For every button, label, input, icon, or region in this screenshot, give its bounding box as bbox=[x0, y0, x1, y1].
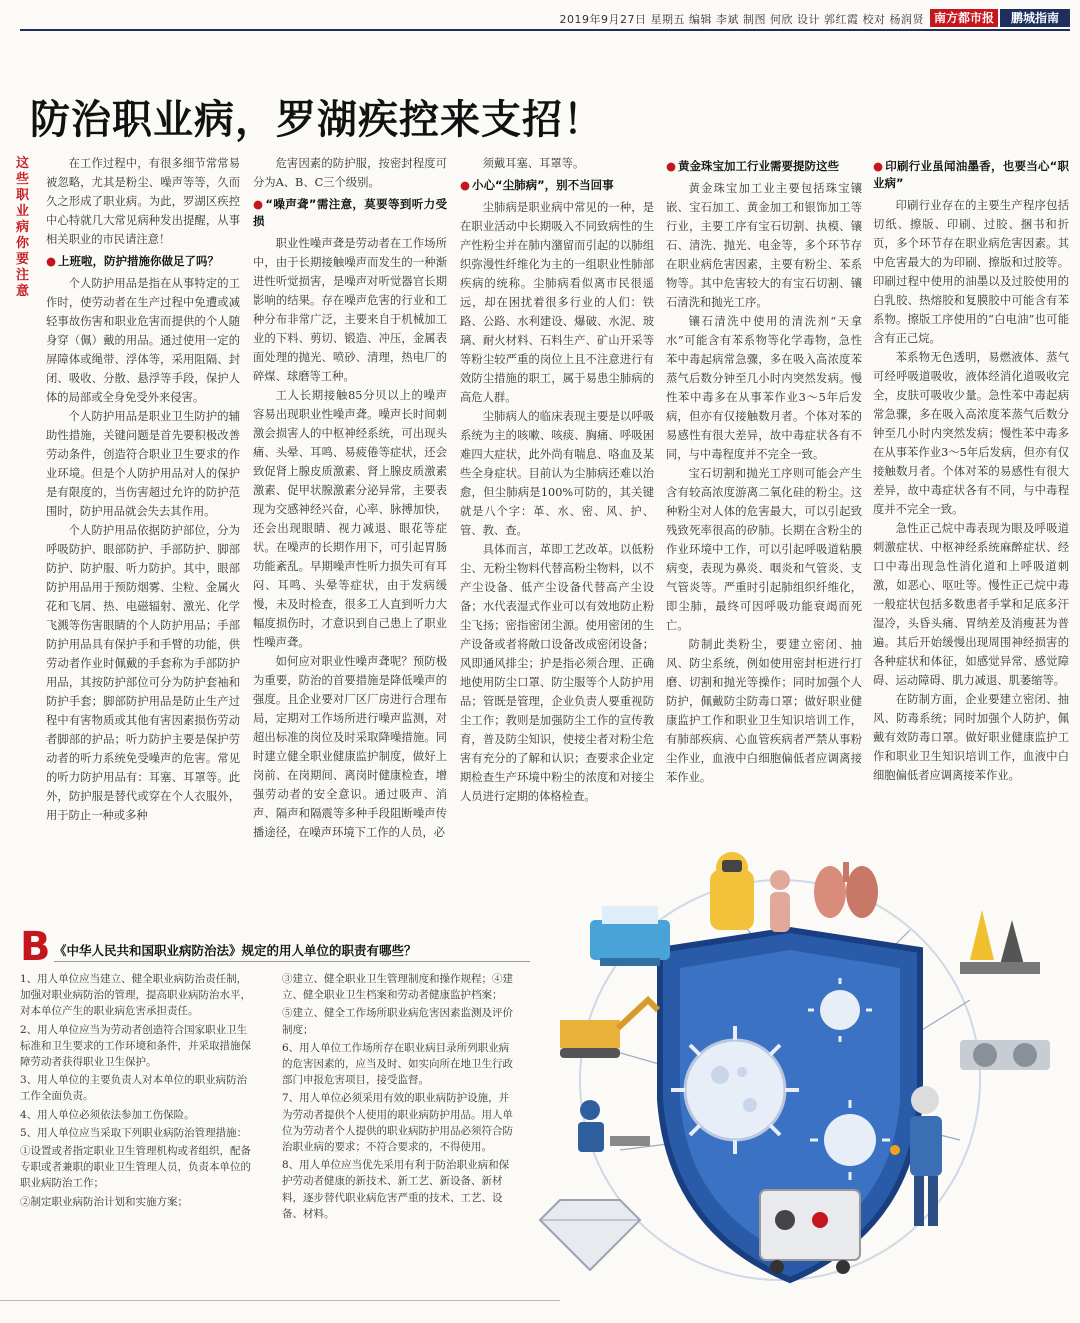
paragraph: 印刷行业存在的主要生产程序包括切纸、擦版、印刷、过胶、捆书和折页，多个环节存在职业病危害因素。其中危害最大的为印刷、擦版和过胶等。印刷过程中使用的油墨以及过胶使用的白乳胶、热熔胶和复膜胶中可能含有苯系物。擦版工序使用的“白电油”也可能含有正己烷。 bbox=[873, 199, 1069, 345]
paragraph: 个人防护用品是指在从事特定的工作时，使劳动者在生产过程中免遭或减轻事故伤害和职业危害而提供的个人随身穿（佩）戴的用品。通过使用一定的屏障体或绳带、浮体等，采用阻隔、封闭、吸收、分散、悬浮等手段，保护人体的局部或全身免受外来侵害。 bbox=[46, 277, 240, 404]
section-heading bbox=[46, 253, 240, 270]
law-item: ②制定职业病防治计划和实施方案； bbox=[20, 1195, 188, 1208]
paragraph: 个人防护用品依据防护部位，分为呼吸防护、眼部防护、手部防护、脚部防护、防护服、听力防护。其中，眼部防护用品用于预防烟雾、尘粒、金属火花和飞屑、热、电磁辐射、激光、化学飞溅等伤害眼睛的个人防护用品；手部防护用品具有保护手和手臂的功能，供劳动者作业时佩戴的手套称为手部防护用品，其按防护部位可分为防护套袖和防护手套；脚部防护用品是防止生产过程中有害物质或其他有害因素损伤劳动者脚部的护品；听力防护主要是保护劳动者的听力系统免受噪声的危害。常见的听力防护用品有：耳塞、耳罩等。此外，防护服是替代或穿在个人衣服外，用于防止一种或多种 bbox=[46, 524, 240, 822]
printer-icon bbox=[590, 906, 670, 966]
hazmat-suit-icon bbox=[710, 852, 754, 930]
virus-icon bbox=[671, 1026, 799, 1154]
article-column-1 bbox=[46, 154, 240, 894]
paragraph: 在防制方面，企业要建立密闭、抽风、防毒系统；同时加强个人防护，佩戴有效防毒口罩。做好职业健康监护工作和职业卫生知识培训工作，血液中白细胞偏低者应调离接苯作业。 bbox=[873, 693, 1069, 782]
section-heading-text: 黄金珠宝加工行业需要提防这些 bbox=[678, 159, 840, 173]
section-heading-text: 小心“尘肺病”，别不当回事 bbox=[472, 178, 614, 192]
paragraph: 须戴耳塞、耳罩等。 bbox=[482, 157, 585, 170]
article-column-5 bbox=[873, 154, 1069, 894]
drill-machine-icon bbox=[960, 910, 1040, 974]
box-left-column bbox=[20, 971, 252, 1212]
header-meta: 2019年9月27日 星期五 编辑 李斌 制图 何欣 设计 郭红霞 校对 杨润贤 bbox=[559, 13, 924, 26]
bullet-dot-icon: ● bbox=[873, 159, 884, 173]
bullet-dot-icon: ● bbox=[46, 254, 57, 268]
paragraph: 危害因素的防护服，按密封程度可分为A、B、C三个级别。 bbox=[253, 157, 447, 189]
paragraph: 镶石清洗中使用的清洗剂“天拿水”可能含有苯系物等化学毒物，急性苯中毒起病常急骤，多在吸入高浓度苯蒸气后数分钟至几小时内突然发病。慢性苯中毒多在从事苯作业3～5年后发病，但亦有仅接触数月者。个体对苯的易感性有很大差异，故中毒症状各有不同，与中毒程度并不完全一致。 bbox=[666, 315, 862, 461]
article-column-3 bbox=[460, 154, 654, 894]
law-item: 1、用人单位应当建立、健全职业病防治责任制，加强对职业病防治的管理，提高职业病防治水平，对本单位产生的职业病危害承担责任。 bbox=[20, 973, 251, 1018]
article-column-4 bbox=[666, 154, 862, 894]
excavator-icon bbox=[560, 1000, 658, 1058]
section-logo: 鹏城指南 bbox=[1000, 9, 1070, 27]
law-item: 4、用人单位必须依法参加工伤保险。 bbox=[20, 1108, 195, 1121]
law-item: 3、用人单位的主要负责人对本单位的职业病防治工作全面负责。 bbox=[20, 1074, 248, 1103]
paragraph: 个人防护用品是职业卫生防护的辅助性措施，关键问题是首先要积极改善劳动条件，创造符合职业卫生要求的作业环境。但是个人防护用品对人的保护是有限度的，当伤害超过允许的防护范围时，防护用品就会失去其作用。 bbox=[46, 410, 240, 518]
page-header bbox=[0, 0, 1080, 34]
side-label: 这些职业病你要注意 bbox=[16, 156, 30, 299]
box-title: 《中华人民共和国职业病防治法》规定的用人单位的职责有哪些？ bbox=[54, 943, 417, 958]
section-heading-text: 上班啦，防护措施你做足了吗？ bbox=[58, 254, 220, 268]
paragraph: 尘肺病是职业病中常见的一种，是在职业活动中长期吸入不同致病性的生产性粉尘并在肺内潴留而引起的以肺组织弥漫性纤维化为主的一组职业性肺部疾病的统称。尘肺病看似离市民很遥远，却在困扰着很多行业的人们：铁路、公路、水利建设、爆破、水泥、玻璃、耐火材料、石料生产、矿山开采等等粉尘较严重的岗位上且不注意进行有效防尘措施的职工，属于易患尘肺病的高危人群。 bbox=[460, 201, 654, 404]
section-heading bbox=[460, 177, 654, 194]
saw-blade-icon bbox=[960, 1040, 1050, 1070]
law-item: 5、用人单位应当采取下列职业病防治管理措施： bbox=[20, 1126, 248, 1139]
law-item: 2、用人单位应当为劳动者创造符合国家职业卫生标准和卫生要求的工作环境和条件，并采取措施保障劳动者获得职业卫生保护。 bbox=[20, 1023, 251, 1069]
box-letter: B bbox=[20, 924, 51, 970]
paragraph: 苯系物无色透明，易燃液体、蒸气可经呼吸道吸收，液体经消化道吸收完全，皮肤可吸收少量。急性苯中毒起病常急骤，多在吸入高浓度苯蒸气后数分钟至几小时内突然发病；慢性苯中毒多在从事苯作业3～5年后发病，但亦有仅接触数月者。个体对苯的易感性有很大差异，故中毒症状各有不同，与中毒程度并不完全一致。 bbox=[873, 351, 1069, 516]
intro-paragraph: 在工作过程中，有很多细节常常易被忽略，尤其是粉尘、噪声等等，久而久之形成了职业病。为此，罗湖区疾控中心特就几大常见病种发出提醒，从事相关职业的市民请注意！ bbox=[46, 157, 240, 246]
human-body-icon bbox=[770, 870, 790, 932]
paragraph: 尘肺病人的临床表现主要是以呼吸系统为主的咳嗽、咳痰、胸痛、呼吸困难四大症状，此外尚有喘息、咯血及某些全身症状。目前认为尘肺病还难以治愈，但尘肺病是100%可防的，其关键就是八个字：革、水、密、风、护、管、教、查。 bbox=[460, 410, 654, 537]
box-bottom-rule bbox=[0, 1300, 560, 1301]
paragraph: 工人长期接触85分贝以上的噪声容易出现职业性噪声聋。噪声长时间刺激会损害人的中枢神经系统，可出现头痛、头晕、耳鸣、易疲倦等症状，还会致促肾上腺皮质激素、肾上腺皮质激素激素、促甲状腺激素分泌异常，主要表现为交感神经兴奋，心率、脉搏加快，还会出现眼睛、视力减退、眼花等症状。在噪声的长期作用下，可引起胃肠功能紊乱。早期噪声性听力损失可有耳闷、耳鸣、头晕等症状，由于发病缓慢，未及时检查，很多工人直到听力大幅度损伤时，才意识到自己患上了职业性噪声聋。 bbox=[253, 389, 447, 649]
section-heading bbox=[253, 196, 447, 230]
bullet-dot-icon: ● bbox=[460, 178, 471, 192]
paper-logo: 南方都市报 bbox=[930, 9, 998, 27]
paragraph: 急性正己烷中毒表现为眼及呼吸道刺激症状、中枢神经系统麻醉症状、经口中毒出现急性消化道和上呼吸道刺激，如恶心、呕吐等。慢性正己烷中毒一般症状包括多数患者手掌和足底多汗湿冷，头昏头痛、胃纳差及消瘦甚为普遍。其后开始缓慢出现周围神经损害的各种症状和体征，如感觉异常、感觉障碍、运动障碍、肌力减退、肌萎缩等。 bbox=[873, 522, 1069, 687]
box-title-rule bbox=[54, 961, 530, 962]
paragraph: 黄金珠宝加工业主要包括珠宝镶嵌、宝石加工、黄金加工和银饰加工等行业，主要工序有宝石切割、执模、镶石、清洗、抛光、电金等，多个环节存在职业病危害因素，主要有粉尘、苯系物等。其中危害较大的有宝石切割、镶石清洗和抛光工序。 bbox=[666, 182, 862, 309]
header-rule bbox=[20, 29, 1070, 31]
section-heading-text: 印刷行业虽闻油墨香，也要当心“职业病” bbox=[873, 159, 1069, 190]
law-item: 8、用人单位应当优先采用有利于防治职业病和保护劳动者健康的新技术、新工艺、新设备、新材料，逐步替代职业病危害严重的技术、工艺、设备、材料。 bbox=[282, 1159, 510, 1220]
law-item: ⑤建立、健全工作场所职业病危害因素监测及评价制度； bbox=[282, 1007, 513, 1036]
paragraph: 具体而言，革即工艺改革。以低粉尘、无粉尘物料代替高粉尘物料，以不产尘设备、低产尘设备代替高产尘设备；水代表湿式作业可以有效地防止粉尘飞扬；密指密闭尘源。使用密闭的生产设备或者将敞口设备改成密闭设备；风即通风排尘；护是指必须合理、正确地使用防尘口罩、防尘服等个人防护用品；管既是管理，企业负责人要重视防尘工作；教则是加强防尘工作的宣传教育，普及防尘知识，使接尘者对粉尘危害有充分的了解和认识；查要求企业定期检查生产环境中粉尘的浓度和对接尘人员进行定期的体格检查。 bbox=[460, 543, 654, 803]
paragraph: 职业性噪声聋是劳动者在工作场所中，由于长期接触噪声而发生的一种渐进性听觉损害，是噪声对听觉器官长期影响的结果。存在噪声危害的行业和工种分布非常广泛，主要来自于机械加工业的下料、剪切、锻造、冲压，金属表面处理的抛光、喷砂、清理，热电厂的碎煤、球磨等工种。 bbox=[253, 237, 447, 383]
paragraph: 宝石切割和抛光工序则可能会产生含有较高浓度游离二氧化硅的粉尘。这种粉尘对人体的危害最大，可以引起致残致死率很高的矽肺。长期在含粉尘的作业环境中工作，可以引起呼吸道粘膜病变，表现为鼻炎、咽炎和气管炎、支气管炎等。严重时引起肺组织纤维化，即尘肺，最终可因呼吸功能衰竭而死亡。 bbox=[666, 467, 862, 632]
law-item: 6、用人单位工作场所存在职业病目录所列职业病的危害因素的，应当及时、如实向所在地卫生行政部门申报危害项目，接受监督。 bbox=[282, 1041, 513, 1087]
bullet-dot-icon: ● bbox=[253, 197, 264, 211]
law-item: ①设置或者指定职业卫生管理机构或者组织，配备专职或者兼职的职业卫生管理人员，负责本单位的职业病防治工作； bbox=[20, 1145, 251, 1190]
grinding-worker-icon bbox=[578, 1100, 650, 1152]
bullet-dot-icon: ● bbox=[666, 159, 677, 173]
box-right-column bbox=[282, 971, 514, 1224]
section-heading bbox=[873, 158, 1069, 192]
law-box bbox=[20, 924, 530, 1281]
section-heading bbox=[666, 158, 862, 175]
paragraph: 如何应对职业性噪声聋呢？预防极为重要，防治的首要措施是降低噪声的强度。且企业要对厂区厂房进行合理布局，定期对工作场所进行噪声监测，对超出标准的岗位及时采取降噪措施。同时建立健全职业健康监护制度，做好上岗前、在岗期间、离岗时健康检查，增强劳动者的安全意识。通过吸声、消声、隔声和隔震等多种手段阻断噪声传播途径，在噪声环境下工作的人员，必 bbox=[253, 655, 447, 839]
lungs-icon bbox=[814, 862, 878, 918]
article-column-2 bbox=[253, 154, 447, 894]
law-item: ③建立、健全职业卫生管理制度和操作规程；④建立、健全职业卫生档案和劳动者健康监护档案； bbox=[282, 973, 513, 1002]
paragraph: 防制此类粉尘，要建立密闭、抽风、防尘系统，例如使用密封柜进行打磨、切割和抛光等操作；同时加强个人防护，佩戴防尘防毒口罩；做好职业健康监护工作和职业卫生知识培训工作，有肺部疾病、心血管疾病者严禁从事粉尘作业，血液中白细胞偏低者应调离接苯作业。 bbox=[666, 638, 862, 784]
page-title: 防治职业病，罗湖疾控来支招！ bbox=[30, 97, 604, 143]
law-item: 7、用人单位必须采用有效的职业病防护设施，并为劳动者提供个人使用的职业病防护用品。用人单位为劳动者个人提供的职业病防护用品必须符合防治职业病的要求；不符合要求的，不得使用。 bbox=[282, 1092, 513, 1154]
section-heading-text: “噪声聋”需注意，莫要等到听力受损 bbox=[253, 197, 447, 228]
diamond-icon bbox=[540, 1200, 640, 1270]
occupational-health-illustration bbox=[530, 850, 1075, 1320]
